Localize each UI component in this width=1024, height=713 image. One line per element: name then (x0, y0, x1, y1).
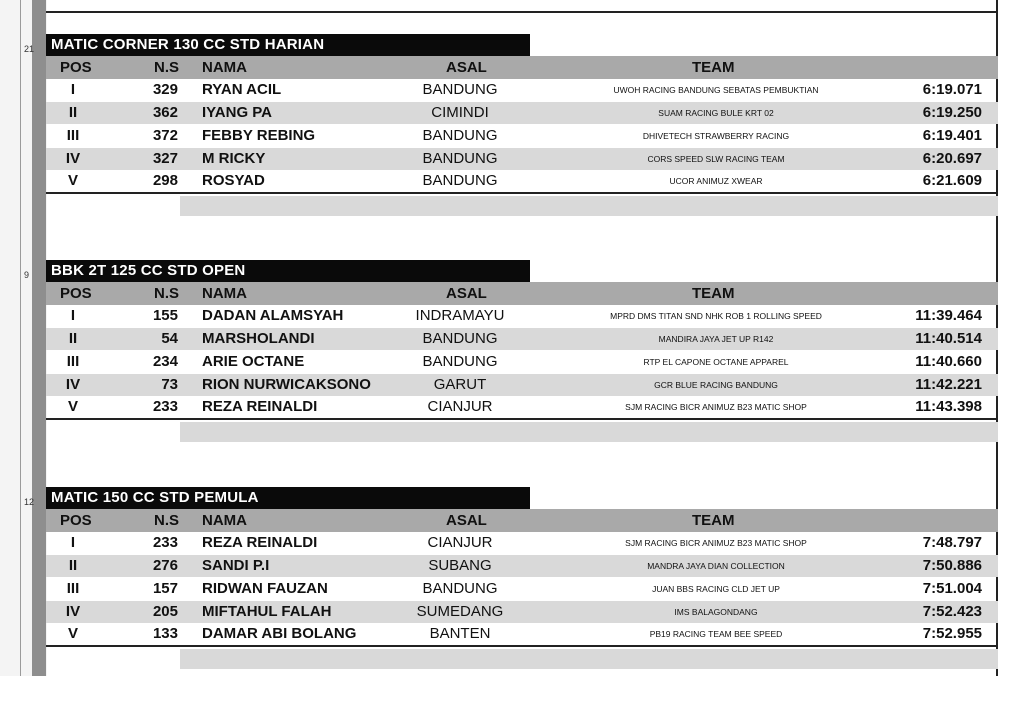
header-pos: POS (60, 285, 92, 302)
cell-time: 7:48.797 (922, 534, 982, 551)
cell-nama: MARSHOLANDI (202, 330, 315, 347)
table-row (46, 555, 998, 577)
table-header (46, 56, 998, 79)
cell-asal: BANDUNG (422, 330, 498, 347)
table-bottom-border (46, 645, 998, 647)
cell-pos: I (70, 534, 76, 551)
cell-team: PB19 RACING TEAM BEE SPEED (649, 629, 783, 639)
cell-time: 11:39.464 (915, 307, 982, 324)
table-row (46, 148, 998, 170)
cell-asal: BANDUNG (422, 353, 498, 370)
race-section (0, 260, 1024, 486)
cell-team: GCR BLUE RACING BANDUNG (654, 380, 778, 390)
table-row (46, 102, 998, 124)
table-row (46, 623, 998, 645)
table-row (46, 305, 998, 327)
cell-team: JUAN BBS RACING CLD JET UP (652, 584, 780, 594)
cell-time: 6:19.401 (922, 127, 982, 144)
cell-nama: DADAN ALAMSYAH (202, 307, 344, 324)
cell-nama: FEBBY REBING (202, 127, 316, 144)
cell-pos: III (66, 127, 80, 144)
table-header (46, 282, 998, 305)
race-section (0, 487, 1024, 713)
table-row (46, 396, 998, 418)
cell-time: 6:20.697 (922, 150, 982, 167)
cell-nama: IYANG PA (202, 104, 273, 121)
cell-time: 7:50.886 (922, 557, 982, 574)
table-bottom-band (180, 422, 998, 442)
cell-ns: 205 (152, 603, 178, 620)
cell-time: 7:52.423 (922, 603, 982, 620)
cell-ns: 372 (152, 127, 178, 144)
table-bottom-border (46, 418, 998, 420)
cell-time: 6:19.071 (922, 81, 982, 98)
header-asal: ASAL (446, 512, 487, 529)
cell-asal: SUBANG (428, 557, 492, 574)
cell-pos: III (66, 580, 80, 597)
cell-asal: CIANJUR (427, 534, 493, 551)
header-pos: POS (60, 512, 92, 529)
table-bottom-band (180, 196, 998, 216)
cell-pos: V (67, 172, 78, 189)
header-team: TEAM (692, 285, 735, 302)
cell-nama: REZA REINALDI (202, 534, 318, 551)
cell-team: MANDRA JAYA DIAN COLLECTION (647, 561, 785, 571)
cell-asal: GARUT (433, 376, 487, 393)
table-row (46, 374, 998, 396)
cell-team: MPRD DMS TITAN SND NHK ROB 1 ROLLING SPEED (610, 311, 822, 321)
cell-time: 6:19.250 (922, 104, 982, 121)
cell-asal: SUMEDANG (416, 603, 504, 620)
cell-nama: SANDI P.I (202, 557, 270, 574)
cell-asal: CIMINDI (431, 104, 489, 121)
cell-asal: BANTEN (429, 625, 491, 642)
race-section (0, 34, 1024, 260)
cell-nama: DAMAR ABI BOLANG (202, 625, 357, 642)
cell-pos: II (68, 104, 78, 121)
header-ns: N.S (154, 59, 180, 76)
cell-nama: RIDWAN FAUZAN (202, 580, 328, 597)
table-row (46, 601, 998, 623)
cell-pos: II (68, 557, 78, 574)
cell-team: CORS SPEED SLW RACING TEAM (647, 154, 785, 164)
cell-pos: IV (65, 150, 81, 167)
cell-pos: V (67, 398, 78, 415)
header-asal: ASAL (446, 59, 487, 76)
cell-pos: II (68, 330, 78, 347)
cell-time: 11:42.221 (915, 376, 982, 393)
cell-ns: 54 (161, 330, 178, 347)
table-row (46, 578, 998, 600)
table-row (46, 125, 998, 147)
cell-time: 6:21.609 (922, 172, 982, 189)
cell-ns: 276 (152, 557, 178, 574)
cell-pos: V (67, 625, 78, 642)
top-table-border (46, 11, 996, 13)
cell-nama: ARIE OCTANE (202, 353, 305, 370)
cell-nama: MIFTAHUL FALAH (202, 603, 332, 620)
table-bottom-band (180, 649, 998, 669)
section-number: 9 (24, 270, 30, 280)
header-nama: NAMA (202, 512, 247, 529)
header-nama: NAMA (202, 59, 247, 76)
cell-nama: M RICKY (202, 150, 266, 167)
cell-team: IMS BALAGONDANG (674, 607, 758, 617)
table-row (46, 170, 998, 192)
section-number: 21 (24, 44, 35, 54)
cell-nama: RYAN ACIL (202, 81, 282, 98)
cell-team: DHIVETECH STRAWBERRY RACING (642, 131, 790, 141)
cell-ns: 362 (152, 104, 178, 121)
cell-team: SJM RACING BICR ANIMUZ B23 MATIC SHOP (625, 402, 807, 412)
header-asal: ASAL (446, 285, 487, 302)
cell-pos: I (70, 81, 76, 98)
cell-time: 11:43.398 (915, 398, 982, 415)
table-header (46, 509, 998, 532)
cell-nama: REZA REINALDI (202, 398, 318, 415)
cell-team: UCOR ANIMUZ XWEAR (669, 176, 763, 186)
cell-ns: 234 (152, 353, 178, 370)
cell-ns: 157 (152, 580, 178, 597)
cell-ns: 298 (152, 172, 178, 189)
header-ns: N.S (154, 285, 180, 302)
header-team: TEAM (692, 512, 735, 529)
table-bottom-border (46, 192, 998, 194)
section-title: BBK 2T 125 CC STD OPEN (46, 260, 530, 282)
cell-pos: IV (65, 376, 81, 393)
cell-asal: BANDUNG (422, 81, 498, 98)
cell-pos: III (66, 353, 80, 370)
cell-asal: BANDUNG (422, 127, 498, 144)
cell-nama: ROSYAD (202, 172, 265, 189)
cell-asal: BANDUNG (422, 580, 498, 597)
table-row (46, 79, 998, 101)
cell-asal: BANDUNG (422, 172, 498, 189)
section-number: 12 (24, 497, 35, 507)
section-title: MATIC 150 CC STD PEMULA (46, 487, 530, 509)
cell-ns: 133 (152, 625, 178, 642)
cell-nama: RION NURWICAKSONO (202, 376, 371, 393)
header-team: TEAM (692, 59, 735, 76)
cell-time: 11:40.514 (915, 330, 982, 347)
cell-ns: 73 (161, 376, 178, 393)
cell-ns: 233 (152, 534, 178, 551)
cell-asal: CIANJUR (427, 398, 493, 415)
cell-time: 7:51.004 (922, 580, 982, 597)
table-row (46, 351, 998, 373)
section-title: MATIC CORNER 130 CC STD HARIAN (46, 34, 530, 56)
cell-time: 7:52.955 (922, 625, 982, 642)
cell-asal: INDRAMAYU (415, 307, 505, 324)
cell-team: RTP EL CAPONE OCTANE APPAREL (643, 357, 789, 367)
cell-pos: I (70, 307, 76, 324)
cell-team: UWOH RACING BANDUNG SEBATAS PEMBUKTIAN (613, 85, 819, 95)
cell-team: SUAM RACING BULE KRT 02 (658, 108, 774, 118)
cell-pos: IV (65, 603, 81, 620)
cell-asal: BANDUNG (422, 150, 498, 167)
cell-ns: 329 (152, 81, 178, 98)
header-ns: N.S (154, 512, 180, 529)
table-row (46, 532, 998, 554)
header-nama: NAMA (202, 285, 247, 302)
table-row (46, 328, 998, 350)
cell-ns: 155 (152, 307, 178, 324)
cell-ns: 233 (152, 398, 178, 415)
cell-time: 11:40.660 (915, 353, 982, 370)
cell-team: SJM RACING BICR ANIMUZ B23 MATIC SHOP (625, 538, 807, 548)
cell-ns: 327 (152, 150, 178, 167)
cell-team: MANDIRA JAYA JET UP R142 (658, 334, 774, 344)
header-pos: POS (60, 59, 92, 76)
